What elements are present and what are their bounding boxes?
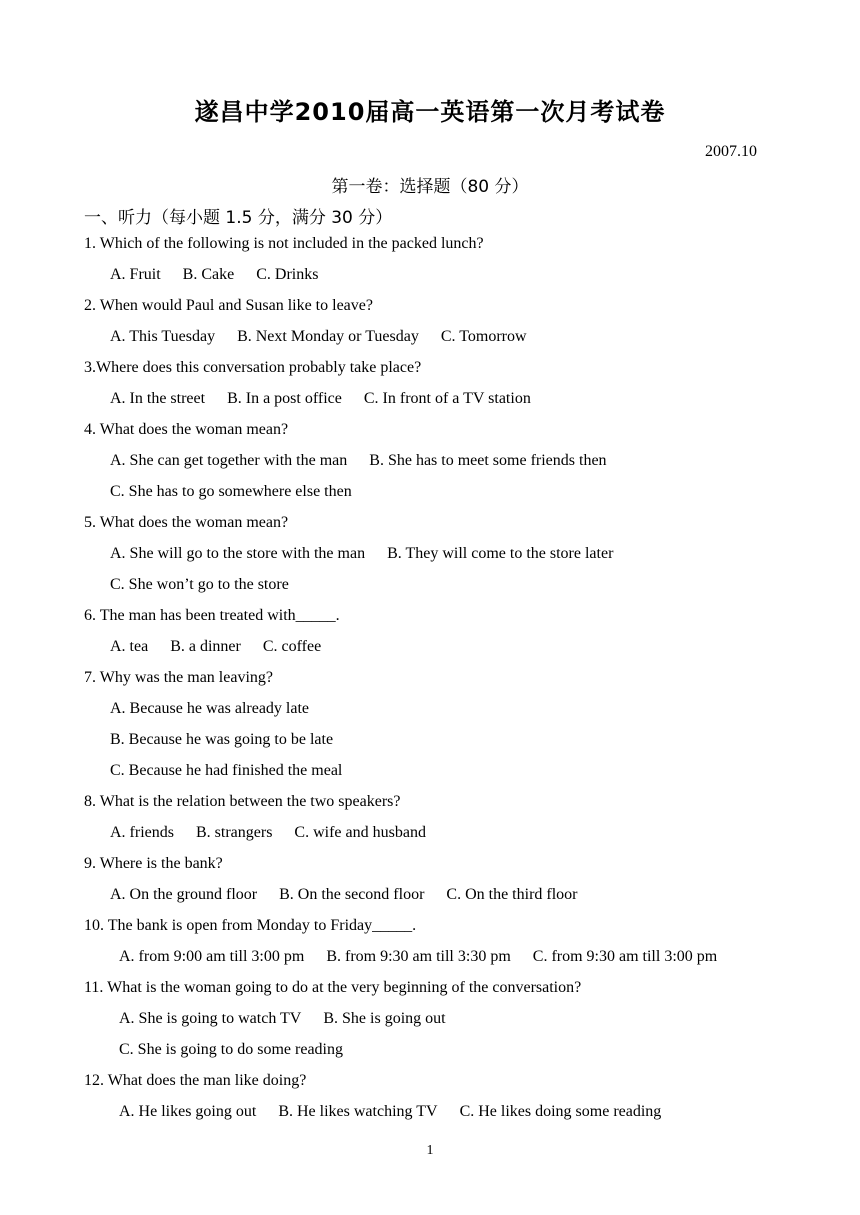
option-line	[0, 761, 860, 792]
part-title: 第一卷：选择题（80 分）	[331, 177, 529, 197]
question-text: 11. What is the woman going to do at the very beginning of the conversation?	[84, 979, 582, 996]
answer-option: C. from 9:30 am till 3:00 pm	[532, 948, 718, 965]
answer-option: A. This Tuesday	[110, 328, 216, 345]
option-line	[0, 451, 860, 482]
answer-option: A. She will go to the store with the man	[110, 545, 366, 562]
exam-date: 2007.10	[705, 143, 757, 160]
page-title: 遂昌中学2010届高一英语第一次月考试卷	[194, 98, 666, 126]
option-line	[0, 885, 860, 916]
option-line	[0, 389, 860, 420]
answer-option: B. Cake	[182, 266, 235, 283]
answer-option: A. friends	[110, 824, 174, 841]
answer-option: B. She has to meet some friends then	[369, 452, 607, 469]
answer-option: C. She won’t go to the store	[110, 576, 289, 593]
section-title: 一、听力（每小题 1.5 分，满分 30 分）	[84, 208, 393, 228]
page-number: 1	[426, 1143, 434, 1158]
answer-option: B. from 9:30 am till 3:30 pm	[326, 948, 511, 965]
answer-option: C. Because he had finished the meal	[110, 762, 343, 779]
option-line	[0, 1102, 860, 1133]
answer-option: C. Drinks	[256, 266, 319, 283]
answer-option: C. He likes doing some reading	[459, 1103, 662, 1120]
answer-option: A. She can get together with the man	[110, 452, 348, 469]
question-text: 10. The bank is open from Monday to Friday_____.	[84, 917, 417, 934]
option-line	[0, 730, 860, 761]
answer-option: A. from 9:00 am till 3:00 pm	[119, 948, 305, 965]
question-text: 6. The man has been treated with_____.	[84, 607, 340, 624]
option-line	[0, 265, 860, 296]
answer-option: C. Tomorrow	[440, 328, 527, 345]
option-line	[0, 823, 860, 854]
option-line	[0, 1040, 860, 1071]
option-line	[0, 1009, 860, 1040]
question-text: 12. What does the man like doing?	[84, 1072, 307, 1089]
question-text: 9. Where is the bank?	[84, 855, 223, 872]
option-line	[0, 327, 860, 358]
answer-option: C. On the third floor	[446, 886, 578, 903]
question-text: 4. What does the woman mean?	[84, 421, 289, 438]
option-line	[0, 947, 860, 978]
answer-option: A. Fruit	[110, 266, 161, 283]
answer-option: A. She is going to watch TV	[119, 1010, 302, 1027]
answer-option: B. On the second floor	[279, 886, 425, 903]
question-text: 2. When would Paul and Susan like to leave?	[84, 297, 373, 314]
question-text: 7. Why was the man leaving?	[84, 669, 273, 686]
answer-option: C. She is going to do some reading	[119, 1041, 343, 1058]
answer-option: B. They will come to the store later	[387, 545, 614, 562]
option-line	[0, 575, 860, 606]
question-list	[0, 234, 860, 1133]
option-line	[0, 482, 860, 513]
option-line	[0, 637, 860, 668]
answer-option: B. Next Monday or Tuesday	[237, 328, 419, 345]
question-text: 5. What does the woman mean?	[84, 514, 289, 531]
answer-option: B. In a post office	[227, 390, 342, 407]
answer-option: C. wife and husband	[294, 824, 426, 841]
answer-option: A. Because he was already late	[110, 700, 310, 717]
answer-option: B. strangers	[195, 824, 273, 841]
question-text: 3.Where does this conversation probably take place?	[84, 359, 422, 376]
question-text: 8. What is the relation between the two speakers?	[84, 793, 401, 810]
option-line	[0, 544, 860, 575]
answer-option: B. He likes watching TV	[278, 1103, 438, 1120]
answer-option: C. She has to go somewhere else then	[110, 483, 352, 500]
answer-option: B. She is going out	[323, 1010, 446, 1027]
answer-option: A. In the street	[110, 390, 206, 407]
option-line	[0, 699, 860, 730]
answer-option: A. He likes going out	[119, 1103, 257, 1120]
question-text: 1. Which of the following is not included in the packed lunch?	[84, 235, 484, 252]
answer-option: A. On the ground floor	[110, 886, 258, 903]
answer-option: B. a dinner	[170, 638, 241, 655]
answer-option: A. tea	[110, 638, 149, 655]
answer-option: B. Because he was going to be late	[110, 731, 334, 748]
answer-option: C. In front of a TV station	[363, 390, 531, 407]
answer-option: C. coffee	[262, 638, 322, 655]
